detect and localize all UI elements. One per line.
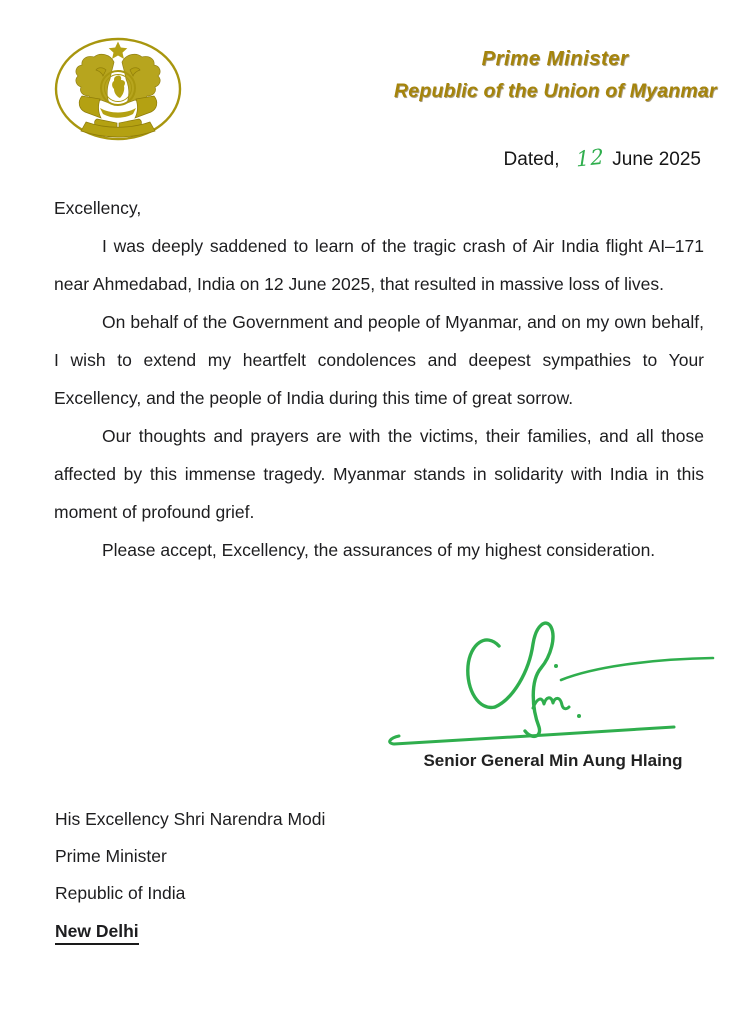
paragraph-2: On behalf of the Government and people of Myanmar, and on my own behalf, I wish to extend my heartfelt condolences and deepest sympathies to Your Excellency, and the people of India during this time of great sorrow.: [54, 312, 704, 408]
recipient-address: [55, 801, 325, 950]
paragraph-4: Please accept, Excellency, the assurances of my highest consideration.: [102, 540, 656, 560]
letterhead-title-line2: Republic of the Union of Myanmar: [394, 80, 717, 102]
date-line: [0, 146, 701, 172]
date-month-year: June 2025: [612, 149, 701, 170]
date-label: Dated,: [503, 149, 560, 170]
recipient-line-1: His Excellency Shri Narendra Modi: [55, 809, 326, 829]
letter-body: [54, 189, 704, 569]
recipient-city: New Delhi: [55, 920, 139, 945]
signature-flourish-icon: [383, 610, 715, 750]
letterhead-title: [394, 44, 716, 108]
myanmar-state-seal-icon: [52, 36, 184, 142]
signatory-name: Senior General Min Aung Hlaing: [423, 751, 683, 770]
letterhead-title-line1: Prime Minister: [481, 47, 629, 70]
paragraph-3: Our thoughts and prayers are with the victims, their families, and all those affected by this immense tragedy. Myanmar stands in solidarity with India in this moment of profound grief.: [54, 426, 704, 522]
handwritten-day: 12: [575, 144, 605, 172]
recipient-city-line: [55, 913, 325, 950]
recipient-line-3: Republic of India: [55, 883, 186, 903]
paragraph-1: I was deeply saddened to learn of the tragic crash of Air India flight AI–171 near Ahmedabad, India on 12 June 2025, that resulted in massive loss of lives.: [54, 236, 704, 294]
salutation: Excellency,: [54, 198, 142, 218]
recipient-line-2: Prime Minister: [55, 846, 167, 866]
